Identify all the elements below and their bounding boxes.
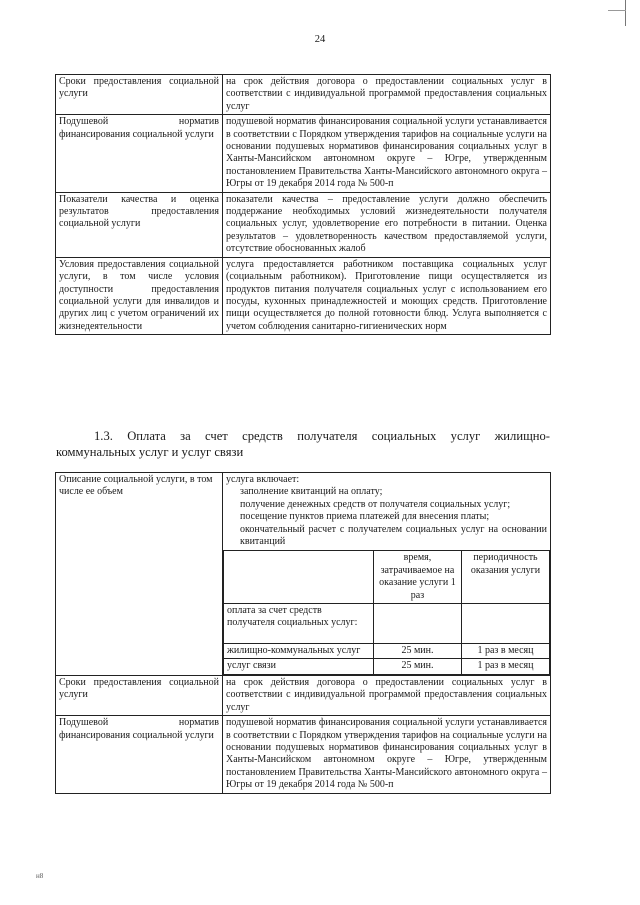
scan-edge-mark — [625, 0, 626, 26]
inner-header-cell — [224, 551, 374, 604]
row-value-norm: подушевой норматив финансирования социальной услуги устанавливается в соответствии с Порядком утверждения тарифов на социальные услуги на основании подушевых нормативов финансирования социальных услуг в Ханты-Мансийском автономном округе – Югре, утвержденным постановлением Правительства Ханты-Мансийского автономного округа – Югры от 19 декабря 2014 года № 500-п — [223, 115, 551, 192]
inner-cell — [373, 604, 461, 644]
table-row — [56, 257, 551, 334]
row-label-terms: Сроки предоставления социальной услуги — [56, 75, 223, 115]
services-table-payment — [55, 472, 551, 794]
row-label-description: Описание социальной услуги, в том числе ее объем — [56, 473, 223, 676]
table-row — [56, 675, 551, 715]
table-row — [56, 75, 551, 115]
inner-cell — [461, 604, 549, 644]
inner-cell: 1 раз в месяц — [461, 644, 549, 659]
table-row — [56, 192, 551, 257]
section-heading — [56, 428, 550, 460]
description-line: окончательный расчет с получателем социальных услуг на основании квитанций — [240, 523, 547, 548]
description-line: услуга включает: — [226, 474, 300, 485]
inner-cell: жилищно-коммунальных услуг — [224, 644, 374, 659]
table-row — [56, 473, 551, 676]
row-value-terms: на срок действия договора о предоставлении социальных услуг в соответствии с индивидуальной программой предоставления социальных услуг — [223, 75, 551, 115]
row-value-terms: на срок действия договора о предоставлении социальных услуг в соответствии с индивидуальной программой предоставления социальных услуг — [223, 675, 551, 715]
row-value-conditions: услуга предоставляется работником поставщика социальных услуг (социальным работником). Приготовление пищи осуществляется из продуктов питания получателя социальных услуг с использованием его посуды, кухонных принадлежностей и моющих средств. Приготовление пищи осуществляется до полной готовности блюд. Услуга выполняется с учетом соблюдения санитарно-гигиенических норм — [223, 257, 551, 334]
table-row — [56, 115, 551, 192]
row-label-norm: Подушевой норматив финансирования социальной услуги — [56, 115, 223, 192]
table-row — [224, 551, 550, 604]
row-value-description — [223, 473, 551, 676]
row-value-quality: показатели качества – предоставление услуги должно обеспечить поддержание необходимых условий жизнедеятельности получателя социальных услуг, удовлетворение его потребности в питании. Оценка результатов – удовлетворенность качеством предоставляемой услуги, отсутствие обоснованных жалоб — [223, 192, 551, 257]
table-row — [224, 659, 550, 674]
row-label-terms: Сроки предоставления социальной услуги — [56, 675, 223, 715]
row-value-norm: подушевой норматив финансирования социальной услуги устанавливается в соответствии с Порядком утверждения тарифов на социальные услуги на основании подушевых нормативов финансирования социальных услуг в Ханты-Мансийском автономном округе – Югре, утвержденным постановлением Правительства Ханты-Мансийского автономного округа – Югры от 19 декабря 2014 года № 500-п — [223, 716, 551, 793]
table-row — [224, 644, 550, 659]
service-time-table — [223, 550, 550, 674]
table-row — [56, 716, 551, 793]
description-line: посещение пунктов приема платежей для внесения платы; — [240, 511, 490, 523]
inner-cell: услуг связи — [224, 659, 374, 674]
description-line: получение денежных средств от получателя социальных услуг; — [240, 498, 511, 510]
section-heading-line1: 1.3. Оплата за счет средств получателя социальных услуг жилищно- — [94, 429, 550, 443]
inner-cell: оплата за счет средств получателя социальных услуг: — [224, 604, 374, 644]
table-row — [224, 604, 550, 644]
inner-cell: 25 мин. — [373, 644, 461, 659]
row-label-conditions: Условия предоставления социальной услуги, в том числе условия доступности предоставления социальной услуги для инвалидов и других лиц с учетом ограничений их жизнедеятельности — [56, 257, 223, 334]
section-heading-line2: коммунальных услуг и услуг связи — [56, 445, 244, 459]
inner-header-time: время, затрачиваемое на оказание услуги 1 раз — [373, 551, 461, 604]
row-label-norm: Подушевой норматив финансирования социальной услуги — [56, 716, 223, 793]
inner-header-frequency: периодичность оказания услуги — [461, 551, 549, 604]
scan-edge-mark-horizontal — [608, 10, 626, 11]
margin-mark: н8 — [36, 872, 44, 880]
inner-cell: 1 раз в месяц — [461, 659, 549, 674]
inner-cell: 25 мин. — [373, 659, 461, 674]
description-line: заполнение квитанций на оплату; — [240, 486, 383, 498]
row-label-quality: Показатели качества и оценка результатов предоставления социальной услуги — [56, 192, 223, 257]
page-number: 24 — [314, 34, 326, 45]
services-table-continued — [55, 74, 551, 335]
